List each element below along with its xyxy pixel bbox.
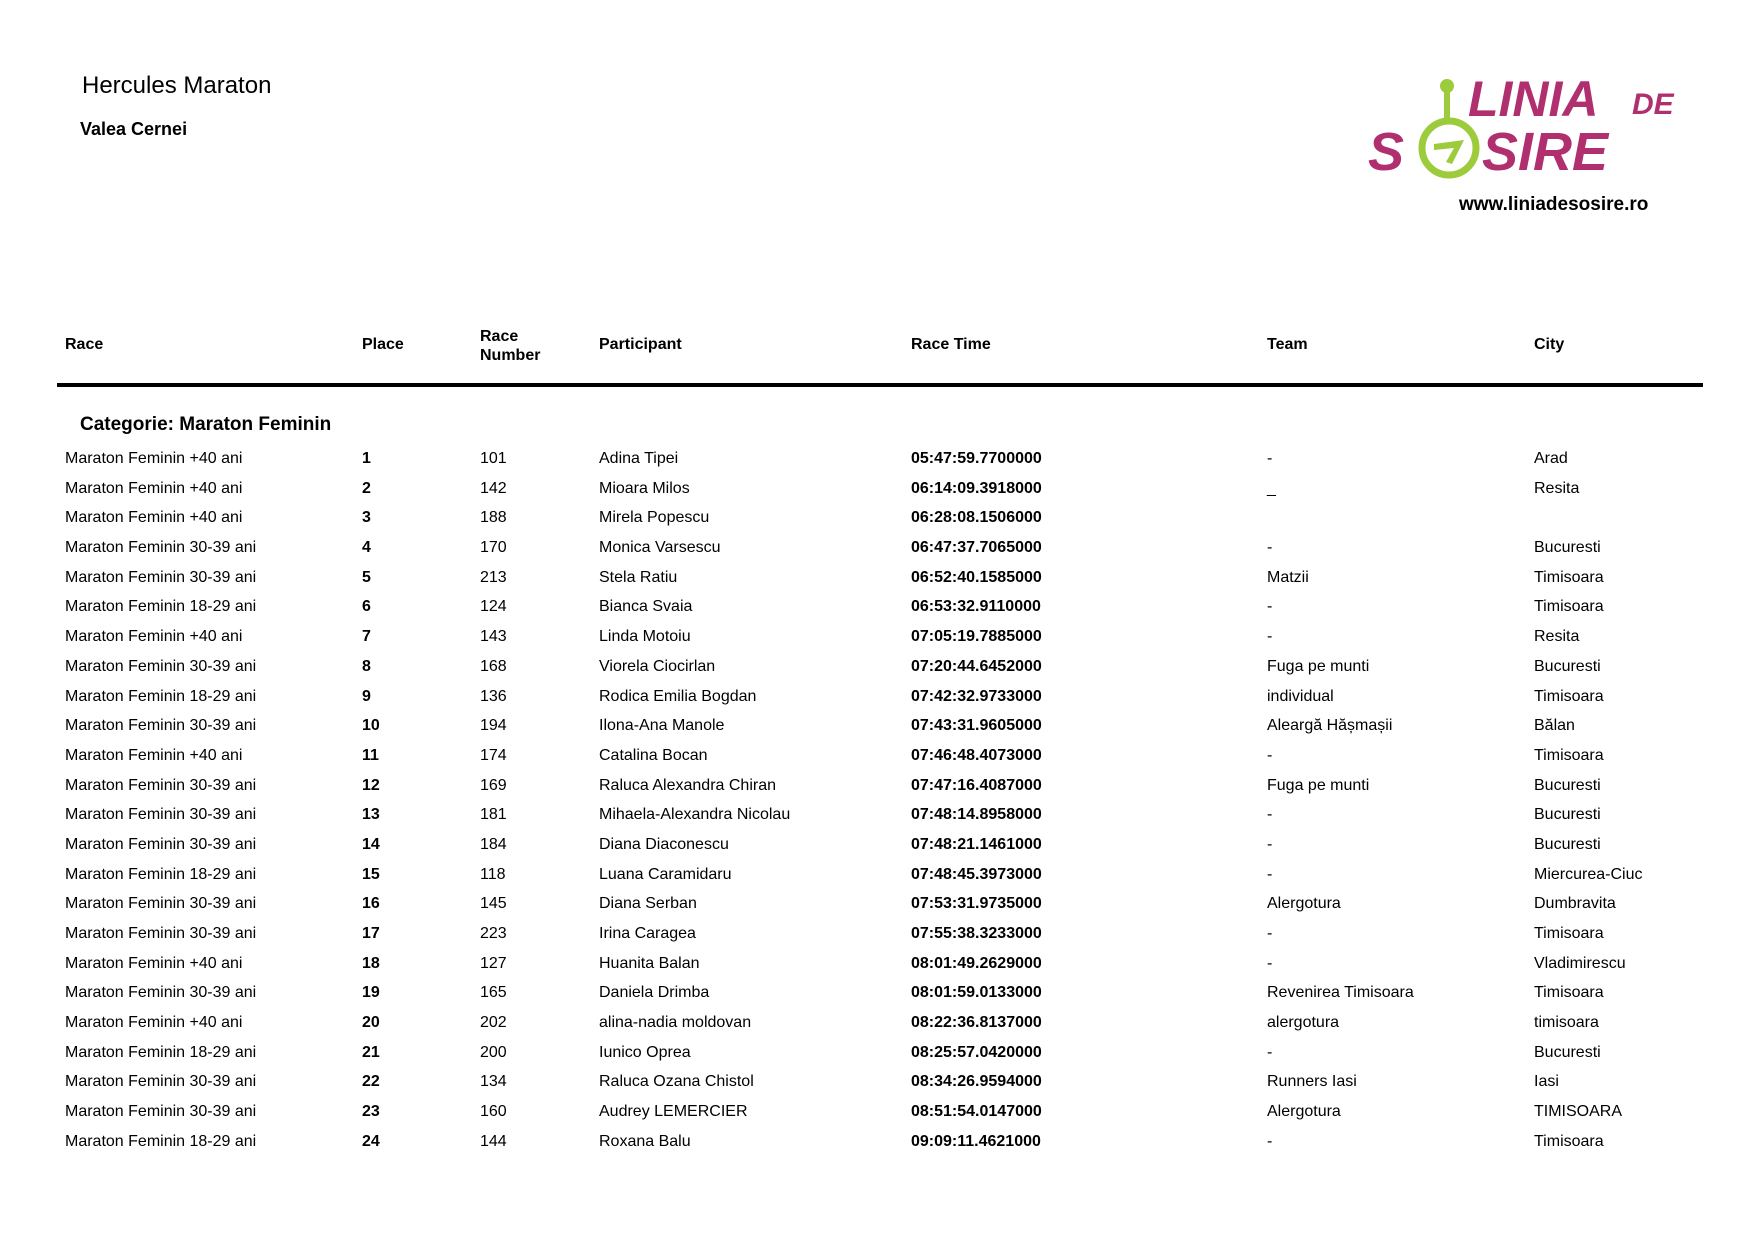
race-number-cell: 184	[480, 835, 507, 853]
race-number-cell: 124	[480, 598, 507, 616]
place-cell: 9	[362, 687, 371, 705]
team-cell: -	[1267, 835, 1273, 853]
team-cell: Runners Iasi	[1267, 1073, 1357, 1091]
city-cell: timisoara	[1534, 1014, 1599, 1032]
race-time-cell: 07:46:48.4073000	[911, 746, 1042, 764]
city-cell: Timisoara	[1534, 746, 1604, 764]
participant-cell: Ilona-Ana Manole	[599, 717, 725, 735]
column-header-team: Team	[1267, 336, 1308, 353]
city-cell: Arad	[1534, 450, 1568, 467]
column-header-race-time: Race Time	[911, 336, 991, 353]
race-cell: Maraton Feminin 30-39 ani	[65, 1073, 257, 1091]
race-time-cell: 06:28:08.1506000	[911, 509, 1042, 527]
team-cell: -	[1267, 806, 1273, 824]
race-time-cell: 07:42:32.9733000	[911, 687, 1042, 705]
city-cell: Timisoara	[1534, 687, 1604, 705]
table-row	[0, 682, 1755, 712]
city-cell: Vladimirescu	[1534, 954, 1626, 972]
place-cell: 22	[362, 1073, 380, 1091]
race-cell: Maraton Feminin +40 ani	[65, 954, 243, 972]
place-cell: 2	[362, 479, 371, 497]
team-cell: -	[1267, 1043, 1273, 1061]
table-row	[0, 622, 1755, 652]
column-header-race: Race	[65, 336, 104, 353]
participant-cell: Mirela Popescu	[599, 509, 710, 527]
race-time-cell: 06:14:09.3918000	[911, 479, 1042, 497]
place-cell: 19	[362, 984, 380, 1002]
participant-cell: Monica Varsescu	[599, 539, 721, 557]
race-time-cell: 05:47:59.7700000	[911, 450, 1042, 467]
race-cell: Maraton Feminin 18-29 ani	[65, 1132, 257, 1150]
city-cell: Bucuresti	[1534, 657, 1601, 675]
city-cell: Bucuresti	[1534, 1043, 1601, 1061]
city-cell: Bucuresti	[1534, 806, 1601, 824]
participant-cell: Linda Motoiu	[599, 628, 691, 646]
team-cell: -	[1267, 628, 1273, 646]
page-title: Hercules Maraton	[82, 72, 272, 99]
race-cell: Maraton Feminin 30-39 ani	[65, 776, 257, 794]
city-cell: Timisoara	[1534, 598, 1604, 616]
city-cell: Timisoara	[1534, 1132, 1604, 1150]
svg-text:S: S	[1368, 122, 1405, 182]
race-time-cell: 09:09:11.4621000	[911, 1132, 1041, 1150]
participant-cell: Raluca Ozana Chistol	[599, 1073, 754, 1091]
race-time-cell: 08:34:26.9594000	[911, 1073, 1042, 1091]
race-cell: Maraton Feminin +40 ani	[65, 509, 243, 527]
race-time-cell: 08:01:49.2629000	[911, 954, 1042, 972]
table-row	[0, 503, 1755, 533]
race-time-cell: 08:51:54.0147000	[911, 1103, 1042, 1121]
race-time-cell: 07:48:45.3973000	[911, 865, 1042, 883]
race-cell: Maraton Feminin +40 ani	[65, 746, 243, 764]
header-divider	[57, 383, 1703, 387]
participant-cell: Huanita Balan	[599, 954, 700, 972]
participant-cell: Audrey LEMERCIER	[599, 1103, 748, 1121]
team-cell: Fuga pe munti	[1267, 657, 1370, 675]
column-header-race-number-line1: Race	[480, 328, 519, 345]
race-number-cell: 181	[480, 806, 507, 824]
table-row	[0, 533, 1755, 563]
place-cell: 7	[362, 628, 371, 646]
participant-cell: Catalina Bocan	[599, 746, 708, 764]
team-cell: Alergotura	[1267, 1103, 1341, 1121]
participant-cell: Mioara Milos	[599, 479, 690, 497]
column-header-race-number-line2: Number	[480, 347, 541, 364]
place-cell: 21	[362, 1043, 380, 1061]
participant-cell: Rodica Emilia Bogdan	[599, 687, 757, 705]
participant-cell: Bianca Svaia	[599, 598, 693, 616]
table-row	[0, 1097, 1755, 1127]
table-row	[0, 592, 1755, 622]
svg-text:LINIA: LINIA	[1468, 71, 1599, 127]
race-cell: Maraton Feminin 18-29 ani	[65, 1043, 257, 1061]
race-number-cell: 169	[480, 776, 507, 794]
race-number-cell: 174	[480, 746, 507, 764]
race-cell: Maraton Feminin 30-39 ani	[65, 568, 257, 586]
participant-cell: Raluca Alexandra Chiran	[599, 776, 776, 794]
race-time-cell: 07:20:44.6452000	[911, 657, 1042, 675]
race-time-cell: 06:52:40.1585000	[911, 568, 1042, 586]
race-cell: Maraton Feminin 18-29 ani	[65, 865, 257, 883]
race-cell: Maraton Feminin 30-39 ani	[65, 657, 257, 675]
race-cell: Maraton Feminin 30-39 ani	[65, 806, 257, 824]
race-cell: Maraton Feminin +40 ani	[65, 628, 243, 646]
place-cell: 1	[362, 450, 371, 467]
race-cell: Maraton Feminin +40 ani	[65, 1014, 243, 1032]
participant-cell: Viorela Ciocirlan	[599, 657, 716, 675]
results-table	[0, 444, 1755, 1157]
participant-cell: alina-nadia moldovan	[599, 1014, 752, 1032]
table-row	[0, 652, 1755, 682]
race-number-cell: 165	[480, 984, 507, 1002]
place-cell: 8	[362, 657, 371, 675]
table-row	[0, 800, 1755, 830]
team-cell: Revenirea Timisoara	[1267, 984, 1414, 1002]
table-row	[0, 444, 1755, 474]
table-row	[0, 474, 1755, 504]
race-number-cell: 144	[480, 1132, 507, 1150]
place-cell: 15	[362, 865, 380, 883]
race-time-cell: 08:01:59.0133000	[911, 984, 1042, 1002]
race-number-cell: 134	[480, 1073, 507, 1091]
team-cell: -	[1267, 539, 1273, 557]
linia-de-sosire-logo	[1368, 64, 1688, 184]
table-row	[0, 741, 1755, 771]
race-number-cell: 136	[480, 687, 507, 705]
participant-cell: Mihaela-Alexandra Nicolau	[599, 806, 791, 824]
race-number-cell: 200	[480, 1043, 507, 1061]
race-cell: Maraton Feminin 18-29 ani	[65, 598, 257, 616]
team-cell: -	[1267, 1132, 1273, 1150]
table-row	[0, 919, 1755, 949]
city-cell: Bălan	[1534, 717, 1575, 735]
race-time-cell: 07:47:16.4087000	[911, 776, 1042, 794]
place-cell: 14	[362, 835, 380, 853]
team-cell: Aleargă Hășmașii	[1267, 717, 1393, 735]
race-number-cell: 101	[480, 450, 507, 467]
column-header-participant: Participant	[599, 336, 682, 353]
participant-cell: Diana Serban	[599, 895, 697, 913]
team-cell: -	[1267, 450, 1273, 467]
city-cell: Miercurea-Ciuc	[1534, 865, 1643, 883]
race-number-cell: 194	[480, 717, 507, 735]
table-row	[0, 889, 1755, 919]
participant-cell: Roxana Balu	[599, 1132, 691, 1150]
team-cell: -	[1267, 925, 1273, 942]
city-cell: Bucuresti	[1534, 539, 1601, 557]
column-header-race-number	[480, 327, 540, 365]
race-time-cell: 07:53:31.9735000	[911, 895, 1042, 913]
race-cell: Maraton Feminin +40 ani	[65, 479, 243, 497]
race-number-cell: 188	[480, 509, 507, 527]
race-time-cell: 06:53:32.9110000	[911, 598, 1041, 616]
team-cell: -	[1267, 865, 1273, 883]
place-cell: 18	[362, 954, 380, 972]
race-cell: Maraton Feminin 30-39 ani	[65, 925, 257, 942]
race-time-cell: 07:05:19.7885000	[911, 628, 1042, 646]
place-cell: 17	[362, 925, 380, 942]
table-row	[0, 771, 1755, 801]
table-row	[0, 1067, 1755, 1097]
race-cell: Maraton Feminin 30-39 ani	[65, 835, 257, 853]
city-cell: Iasi	[1534, 1073, 1559, 1091]
page-subtitle: Valea Cernei	[80, 119, 188, 139]
place-cell: 20	[362, 1014, 380, 1032]
participant-cell: Diana Diaconescu	[599, 835, 729, 853]
category-heading: Categorie: Maraton Feminin	[80, 414, 332, 435]
city-cell: Resita	[1534, 628, 1580, 646]
place-cell: 23	[362, 1103, 380, 1121]
team-cell: -	[1267, 954, 1273, 972]
place-cell: 4	[362, 539, 371, 557]
column-header-place: Place	[362, 336, 404, 353]
race-time-cell: 07:55:38.3233000	[911, 925, 1042, 942]
svg-text:SIRE: SIRE	[1482, 122, 1609, 182]
race-time-cell: 06:47:37.7065000	[911, 539, 1042, 557]
race-cell: Maraton Feminin +40 ani	[65, 450, 243, 467]
place-cell: 5	[362, 568, 371, 586]
participant-cell: Luana Caramidaru	[599, 865, 732, 883]
table-row	[0, 949, 1755, 979]
table-row	[0, 860, 1755, 890]
race-number-cell: 127	[480, 954, 507, 972]
table-row	[0, 1008, 1755, 1038]
participant-cell: Stela Ratiu	[599, 568, 678, 586]
race-number-cell: 170	[480, 539, 507, 557]
table-row	[0, 978, 1755, 1008]
team-cell: Alergotura	[1267, 895, 1341, 913]
place-cell: 12	[362, 776, 380, 794]
race-number-cell: 202	[480, 1014, 507, 1032]
team-cell: -	[1267, 598, 1273, 616]
race-cell: Maraton Feminin 30-39 ani	[65, 717, 257, 735]
website-url: www.liniadesosire.ro	[1459, 194, 1649, 215]
place-cell: 10	[362, 717, 380, 735]
race-cell: Maraton Feminin 30-39 ani	[65, 895, 257, 913]
city-cell: Timisoara	[1534, 984, 1604, 1002]
race-number-cell: 160	[480, 1103, 507, 1121]
race-time-cell: 07:43:31.9605000	[911, 717, 1042, 735]
race-number-cell: 145	[480, 895, 507, 913]
city-cell: Resita	[1534, 479, 1580, 497]
place-cell: 24	[362, 1132, 380, 1150]
table-row	[0, 830, 1755, 860]
team-cell: Fuga pe munti	[1267, 776, 1370, 794]
place-cell: 11	[362, 746, 379, 764]
race-number-cell: 223	[480, 925, 507, 942]
race-number-cell: 143	[480, 628, 507, 646]
city-cell: Timisoara	[1534, 568, 1604, 586]
race-cell: Maraton Feminin 18-29 ani	[65, 687, 257, 705]
team-cell: _	[1267, 479, 1276, 497]
place-cell: 6	[362, 598, 371, 616]
place-cell: 13	[362, 806, 380, 824]
city-cell: Bucuresti	[1534, 776, 1601, 794]
city-cell: TIMISOARA	[1534, 1103, 1623, 1121]
place-cell: 16	[362, 895, 380, 913]
team-cell: alergotura	[1267, 1014, 1340, 1032]
race-cell: Maraton Feminin 30-39 ani	[65, 984, 257, 1002]
race-cell: Maraton Feminin 30-39 ani	[65, 1103, 257, 1121]
race-number-cell: 118	[480, 865, 506, 883]
race-number-cell: 213	[480, 568, 507, 586]
race-time-cell: 08:22:36.8137000	[911, 1014, 1042, 1032]
table-row	[0, 711, 1755, 741]
team-cell: Matzii	[1267, 568, 1309, 586]
column-header-city: City	[1534, 336, 1565, 353]
race-time-cell: 07:48:21.1461000	[911, 835, 1042, 853]
city-cell: Timisoara	[1534, 925, 1604, 942]
participant-cell: Irina Caragea	[599, 925, 696, 942]
participant-cell: Iunico Oprea	[599, 1043, 691, 1061]
table-row	[0, 563, 1755, 593]
place-cell: 3	[362, 509, 371, 527]
participant-cell: Adina Tipei	[599, 450, 679, 467]
race-cell: Maraton Feminin 30-39 ani	[65, 539, 257, 557]
team-cell: -	[1267, 746, 1273, 764]
race-time-cell: 07:48:14.8958000	[911, 806, 1042, 824]
race-number-cell: 168	[480, 657, 507, 675]
svg-text:DE: DE	[1632, 88, 1674, 121]
team-cell: individual	[1267, 687, 1334, 705]
table-row	[0, 1038, 1755, 1068]
race-time-cell: 08:25:57.0420000	[911, 1043, 1042, 1061]
table-row	[0, 1127, 1755, 1157]
city-cell: Bucuresti	[1534, 835, 1601, 853]
city-cell: Dumbravita	[1534, 895, 1616, 913]
race-number-cell: 142	[480, 479, 507, 497]
participant-cell: Daniela Drimba	[599, 984, 710, 1002]
